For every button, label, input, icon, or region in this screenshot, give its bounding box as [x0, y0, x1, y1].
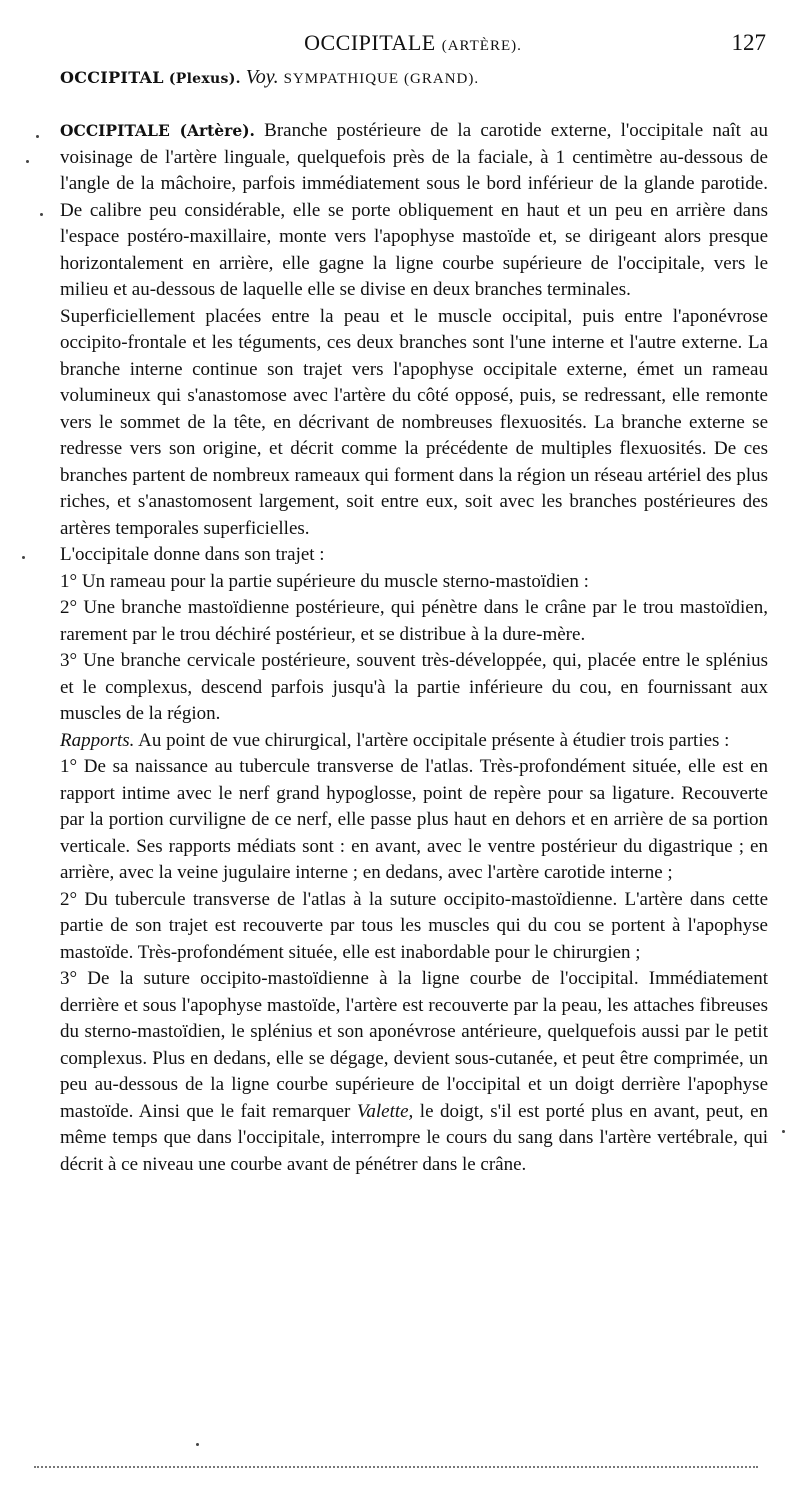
- author-name: Valette,: [356, 1100, 414, 1122]
- running-head: [60, 30, 766, 60]
- article-paragraph-8: 1° De sa naissance au tubercule transverse de l'atlas. Très-profondément située, elle est en rapport intime avec le nerf grand hypoglosse, point de repère pour sa ligature. Recouverte par la portion curviligne de ce nerf, elle passe plus haut en dehors et en arrière de sa portion verticale. Ses rapports médiats sont : en avant, avec le ventre postérieur du digastrique ; en arrière, avec la veine jugulaire interne ; en dedans, avec l'artère carotide interne ;: [60, 756, 768, 883]
- cross-reference-voy: Voy.: [245, 66, 279, 88]
- article-paragraph-5: 2° Une branche mastoïdienne postérieure, qui pénètre dans le crâne par le trou mastoïdien, rarement par le trou déchiré postérieur, et se distribue à la dure-mère.: [60, 597, 768, 645]
- article-paragraph-3: L'occipitale donne dans son trajet :: [60, 544, 325, 565]
- cross-reference-target-a: SYMPATHIQUE: [283, 71, 400, 87]
- article-paragraph-2: Superficiellement placées entre la peau et le muscle occipital, puis entre l'aponévrose occipito-frontale et les téguments, ces deux branches sont l'une interne et l'autre externe. La branche interne continue son trajet vers l'apophyse occipitale externe, émet un rameau volumineux qui s'anastomose avec l'artère du côté opposé, puis, se redressant, elle remonte vers le sommet de la tête, en décrivant de nombreuses flexuosités. La branche externe se redresse vers son origine, et décrit comme la précédente de multiples flexuosités. De ces branches partent de nombreux rameaux qui forment dans la région un réseau artériel des plus riches, et s'anastomosent largement, soit entre eux, soit avec les branches postérieures des artères temporales superficielles.: [60, 305, 768, 539]
- margin-speck: [782, 1130, 785, 1133]
- article-paragraph-4: 1° Un rameau pour la partie supérieure du muscle sterno-mastoïdien :: [60, 570, 589, 592]
- cross-reference-target-b: (GRAND).: [404, 71, 480, 87]
- rapports-label: Rapports.: [60, 729, 135, 751]
- margin-speck: [196, 1443, 199, 1446]
- article-p10-text-b: le doigt, s'il est porté plus en avant, peut, en même temps que dans l'occipitale, interrompre le cours du sang dans l'artère vertébrale, qui décrit à ce niveau une courbe avant de pénétrer dans le crâne.: [60, 1100, 769, 1175]
- margin-speck: [36, 135, 39, 138]
- running-title-main: OCCIPITALE: [304, 30, 436, 55]
- page-number: 127: [731, 30, 766, 55]
- article-paragraph-7: [60, 728, 768, 755]
- article-paragraph-9: 2° Du tubercule transverse de l'atlas à la suture occipito-mastoïdienne. L'artère dans cette partie de son trajet est recouverte par tous les muscles qui du cou se portent à l'apophyse mastoïde. Très-profondément située, elle est inabordable pour le chirurgien ;: [60, 888, 768, 963]
- cross-reference-term: OCCIPITAL: [60, 68, 164, 87]
- article-head-term: OCCIPITALE (Artère).: [60, 121, 255, 140]
- article-paragraph-6: 3° Une branche cervicale postérieure, souvent très-développée, qui, placée entre le splénius et le complexus, descend parfois jusqu'à la partie inférieure du cou, en fournissant aux muscles de la région.: [60, 650, 768, 724]
- article-paragraph-10: [60, 966, 768, 1178]
- cross-reference-qualifier: (Plexus).: [168, 71, 241, 87]
- margin-speck: [22, 556, 25, 559]
- article-p10-text-a: 3° De la suture occipito-mastoïdienne à la ligne courbe de l'occipital. Immédiatement derrière et sous l'apophyse mastoïde, l'artère est recouverte par la peau, les attaches fibreuses du sterno-mastoïdien, le splénius et son aponévrose antérieure, quelquefois aussi par le petit complexus. Plus en dedans, elle se dégage, devient sous-cutanée, et peut être comprimée, un peu au-dessous de la ligne courbe supérieure de l'occipital et un doigt derrière l'apophyse mastoïde. Ainsi que le fait remarquer: [60, 968, 768, 1122]
- article-p1-text: Branche postérieure de la carotide externe, l'occipitale naît au voisinage de l'artère linguale, quelquefois près de la faciale, à 1 centimètre au-dessous de l'angle de la mâchoire, parfois immédiatement sous le bord inférieur de la glande parotide. De calibre peu considérable, elle se porte obliquement en haut et un peu en arrière dans l'espace postéro-maxillaire, monte vers l'apophyse mastoïde et, se dirigeant alors presque horizontalement en arrière, elle gagne la ligne courbe supérieure de l'occipitale, vers le milieu et au-dessous de laquelle elle se divise en deux branches terminales.: [60, 120, 768, 300]
- article-body: [60, 118, 768, 1178]
- running-title: [60, 30, 766, 56]
- margin-speck: [40, 213, 43, 216]
- margin-speck: [26, 160, 29, 163]
- article-paragraph-1: [60, 118, 768, 304]
- cross-reference-entry: [60, 66, 766, 89]
- rapports-text: Au point de vue chirurgical, l'artère occipitale présente à étudier trois parties :: [138, 729, 730, 751]
- running-title-sub: (ARTÈRE).: [441, 38, 522, 54]
- bottom-rule: [34, 1466, 758, 1468]
